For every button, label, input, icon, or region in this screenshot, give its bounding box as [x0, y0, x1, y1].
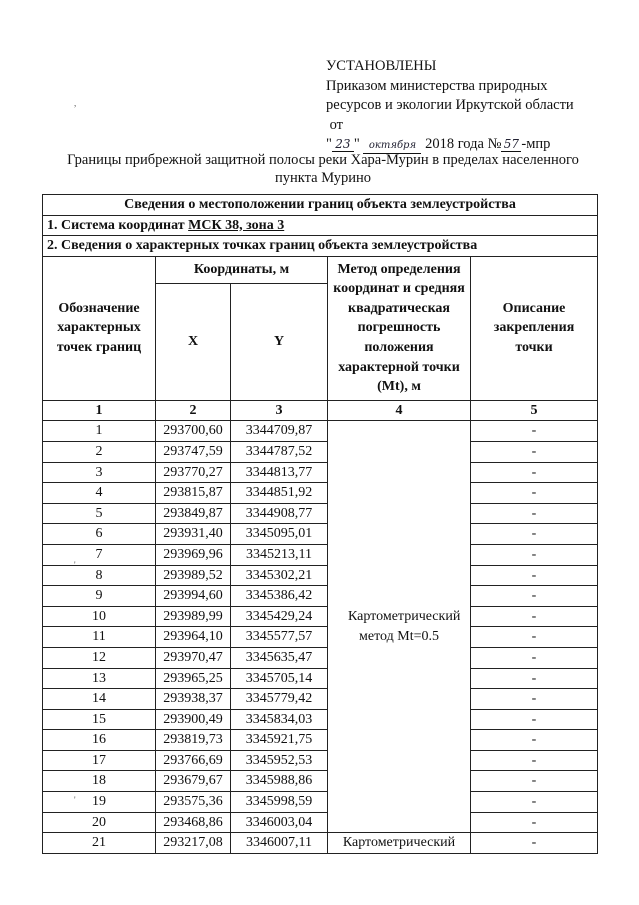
point-number: 17 — [43, 750, 156, 771]
column-numbers-row — [43, 400, 598, 421]
scan-speck: ' — [74, 560, 76, 570]
approval-from-line — [326, 116, 574, 136]
method-cell: Картометрический — [328, 833, 471, 854]
header-x: X — [156, 283, 231, 400]
point-description: - — [471, 771, 598, 792]
coord-y: 3345386,42 — [231, 586, 328, 607]
point-description: - — [471, 792, 598, 813]
table-row — [43, 689, 598, 710]
table-section-title-row — [43, 195, 598, 216]
table-row — [43, 750, 598, 771]
approval-heading: УСТАНОВЛЕНЫ — [326, 58, 437, 74]
quote-open: " — [326, 136, 332, 152]
point-number: 13 — [43, 668, 156, 689]
column-number-5: 5 — [471, 400, 598, 421]
table-row — [43, 462, 598, 483]
point-number: 3 — [43, 462, 156, 483]
coord-x: 293849,87 — [156, 503, 231, 524]
handwritten-day: 23 — [332, 137, 354, 152]
coord-y: 3345635,47 — [231, 647, 328, 668]
point-description: - — [471, 709, 598, 730]
column-number-4: 4 — [328, 400, 471, 421]
coord-y: 3345577,57 — [231, 627, 328, 648]
coord-y: 3344851,92 — [231, 483, 328, 504]
header-point: Обозначение характерных точек границ — [43, 256, 156, 400]
point-description: - — [471, 421, 598, 442]
point-description: - — [471, 524, 598, 545]
coord-x: 293217,08 — [156, 833, 231, 854]
title-line-2: пункта Мурино — [275, 170, 371, 186]
title-line-1: Границы прибрежной защитной полосы реки Хара-Мурин в пределах населенного — [67, 152, 579, 168]
table-row — [43, 730, 598, 751]
point-description: - — [471, 586, 598, 607]
table-row — [43, 586, 598, 607]
point-description: - — [471, 565, 598, 586]
approval-block — [326, 57, 574, 155]
table-row — [43, 709, 598, 730]
point-number: 16 — [43, 730, 156, 751]
point-description: - — [471, 668, 598, 689]
coord-y: 3345988,86 — [231, 771, 328, 792]
table-row — [43, 565, 598, 586]
coord-x: 293900,49 — [156, 709, 231, 730]
approval-suffix: -мпр — [521, 136, 551, 152]
point-number: 11 — [43, 627, 156, 648]
point-description: - — [471, 483, 598, 504]
coord-x: 293679,67 — [156, 771, 231, 792]
point-number: 8 — [43, 565, 156, 586]
points-title-row — [43, 236, 598, 257]
coord-y: 3346007,11 — [231, 833, 328, 854]
coord-y: 3345779,42 — [231, 689, 328, 710]
point-description: - — [471, 627, 598, 648]
handwritten-number: 57 — [501, 137, 521, 152]
coord-x: 293747,59 — [156, 441, 231, 462]
table-row — [43, 771, 598, 792]
point-description: - — [471, 833, 598, 854]
coord-x: 293931,40 — [156, 524, 231, 545]
point-number: 21 — [43, 833, 156, 854]
table-row — [43, 812, 598, 833]
point-number: 12 — [43, 647, 156, 668]
point-number: 4 — [43, 483, 156, 504]
header-description: Описание закрепления точки — [471, 256, 598, 400]
point-number: 6 — [43, 524, 156, 545]
coord-y: 3344908,77 — [231, 503, 328, 524]
approval-year-text: 2018 года № — [425, 136, 502, 152]
point-description: - — [471, 544, 598, 565]
coord-system-cell — [43, 215, 598, 236]
coord-x: 293989,52 — [156, 565, 231, 586]
point-number: 7 — [43, 544, 156, 565]
point-number: 10 — [43, 606, 156, 627]
point-description: - — [471, 730, 598, 751]
coord-x: 293766,69 — [156, 750, 231, 771]
approval-order-line: Приказом министерства природных — [326, 77, 548, 94]
handwritten-month: октября — [363, 139, 421, 154]
coord-y: 3345921,75 — [231, 730, 328, 751]
coord-x: 293965,25 — [156, 668, 231, 689]
table-row — [43, 833, 598, 854]
coord-y: 3345705,14 — [231, 668, 328, 689]
column-number-2: 2 — [156, 400, 231, 421]
header-coords: Координаты, м — [156, 256, 328, 283]
quote-close: " — [353, 136, 360, 152]
scan-speck: ' — [74, 795, 76, 805]
table-row — [43, 421, 598, 442]
scan-speck: , — [74, 98, 77, 108]
point-number: 9 — [43, 586, 156, 607]
point-description: - — [471, 812, 598, 833]
coord-y: 3345952,53 — [231, 750, 328, 771]
coord-x: 293468,86 — [156, 812, 231, 833]
table-row — [43, 441, 598, 462]
coord-y: 3345834,03 — [231, 709, 328, 730]
coord-system-label: 1. Система координат — [47, 217, 185, 233]
point-description: - — [471, 441, 598, 462]
point-description: - — [471, 462, 598, 483]
point-description: - — [471, 647, 598, 668]
point-description: - — [471, 503, 598, 524]
table-row — [43, 668, 598, 689]
point-number: 14 — [43, 689, 156, 710]
table-row — [43, 524, 598, 545]
coord-y: 3345998,59 — [231, 792, 328, 813]
point-number: 5 — [43, 503, 156, 524]
table-row — [43, 544, 598, 565]
coord-y: 3344787,52 — [231, 441, 328, 462]
column-number-3: 3 — [231, 400, 328, 421]
points-title: 2. Сведения о характерных точках границ объекта землеустройства — [43, 236, 598, 257]
coord-x: 293770,27 — [156, 462, 231, 483]
table-row — [43, 792, 598, 813]
point-number: 1 — [43, 421, 156, 442]
table-row — [43, 627, 598, 648]
header-y: Y — [231, 283, 328, 400]
coord-x: 293994,60 — [156, 586, 231, 607]
table-row — [43, 606, 598, 627]
coord-y: 3346003,04 — [231, 812, 328, 833]
section-title: Сведения о местоположении границ объекта землеустройства — [43, 195, 598, 216]
point-description: - — [471, 689, 598, 710]
boundary-points-table — [42, 194, 598, 854]
coord-x: 293970,47 — [156, 647, 231, 668]
coord-x: 293969,96 — [156, 544, 231, 565]
table-row — [43, 483, 598, 504]
coord-y: 3344813,77 — [231, 462, 328, 483]
table-row — [43, 647, 598, 668]
coord-system-value: МСК 38, зона 3 — [188, 217, 285, 233]
coord-system-row — [43, 215, 598, 236]
column-number-1: 1 — [43, 400, 156, 421]
approval-ministry-line: ресурсов и экологии Иркутской области — [326, 97, 574, 113]
coord-y: 3345095,01 — [231, 524, 328, 545]
point-number: 19 — [43, 792, 156, 813]
coord-y: 3345429,24 — [231, 606, 328, 627]
table-row — [43, 503, 598, 524]
point-description: - — [471, 750, 598, 771]
approval-from-label: от — [329, 116, 344, 133]
coord-x: 293938,37 — [156, 689, 231, 710]
coord-y: 3345302,21 — [231, 565, 328, 586]
method-merged-cell: Картометрический метод Mt=0.5 — [328, 421, 471, 833]
point-number: 2 — [43, 441, 156, 462]
coord-x: 293700,60 — [156, 421, 231, 442]
coord-y: 3345213,11 — [231, 544, 328, 565]
coord-y: 3344709,87 — [231, 421, 328, 442]
point-description: - — [471, 606, 598, 627]
point-number: 20 — [43, 812, 156, 833]
point-number: 15 — [43, 709, 156, 730]
coord-x: 293819,73 — [156, 730, 231, 751]
point-number: 18 — [43, 771, 156, 792]
document-title — [48, 151, 598, 187]
header-method: Метод определения координат и средняя квадратическая погрешность положения характерной точки (Mt), м — [328, 256, 471, 400]
coord-x: 293575,36 — [156, 792, 231, 813]
coord-x: 293989,99 — [156, 606, 231, 627]
coord-x: 293964,10 — [156, 627, 231, 648]
header-row-1 — [43, 256, 598, 283]
coord-x: 293815,87 — [156, 483, 231, 504]
